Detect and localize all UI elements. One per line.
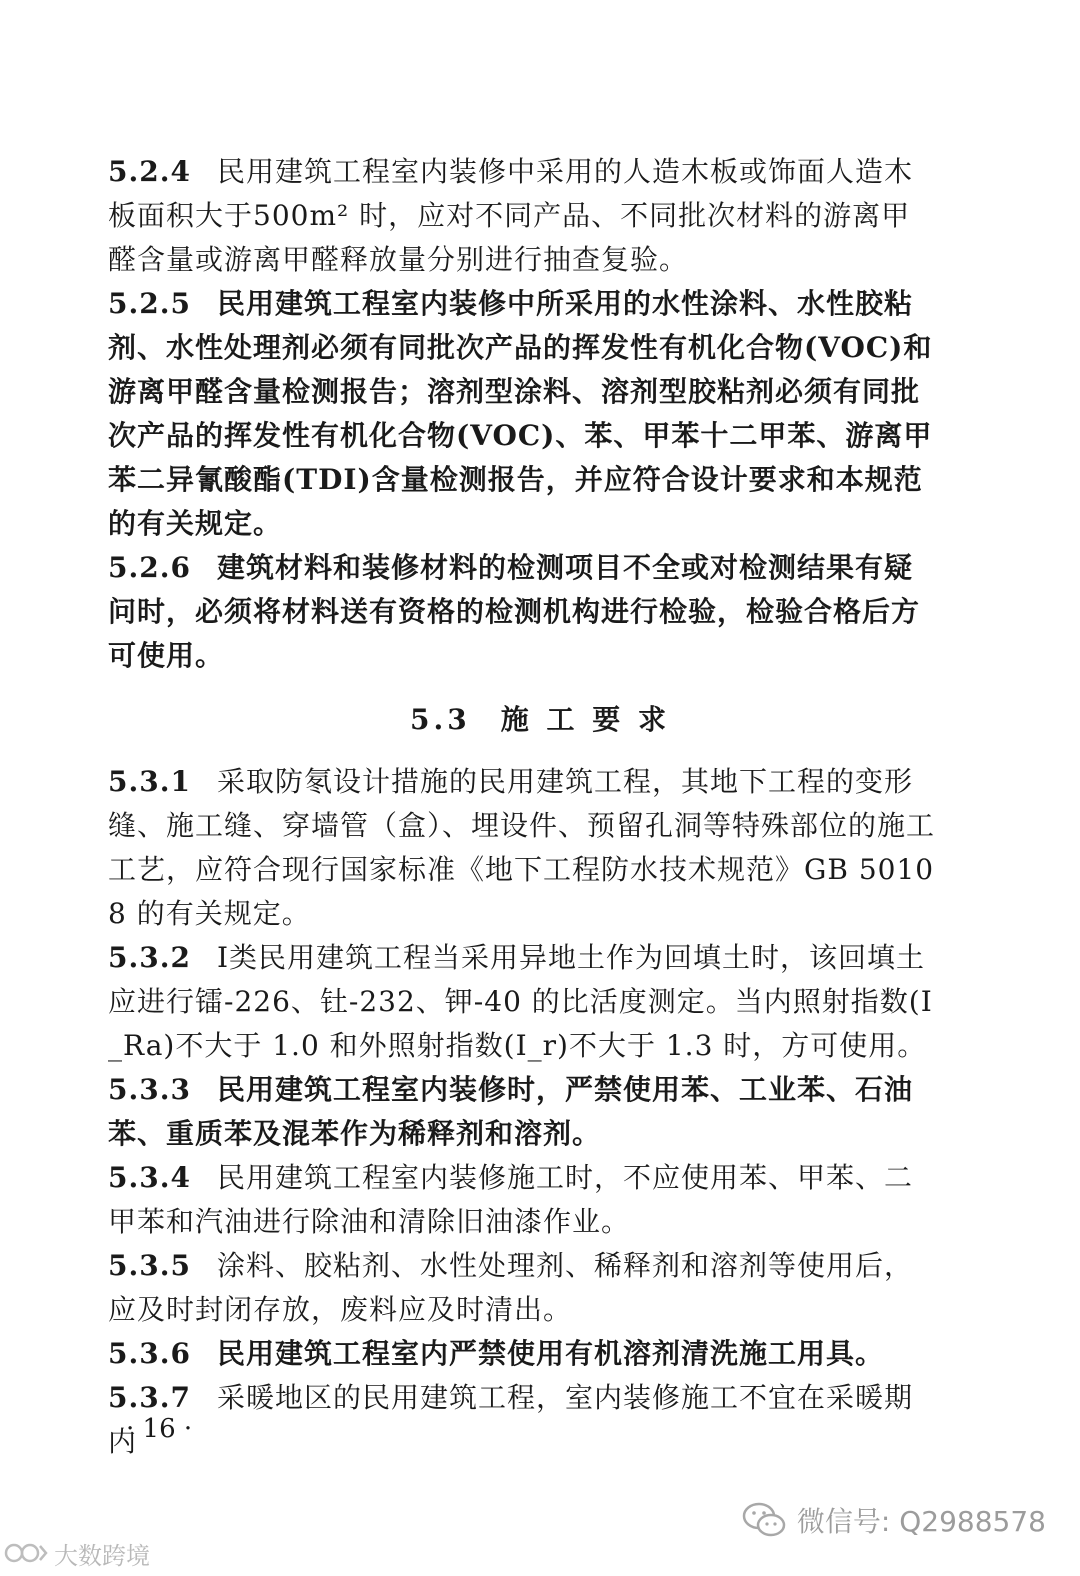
clause-5-3-1 — [108, 760, 938, 936]
clause-number: 5.3.5 — [108, 1249, 191, 1282]
section-title: 施 工 要 求 — [500, 703, 670, 736]
section-heading — [0, 698, 1080, 738]
clause-text: 民用建筑工程室内装修中所采用的水性涂料、水性胶粘剂、水性处理剂必须有同批次产品的挥发性有机化合物(VOC)和游离甲醛含量检测报告；溶剂型涂料、溶剂型胶粘剂必须有同批次产品的挥发性有机化合物(VOC)、苯、甲苯十二甲苯、游离甲苯二异氰酸酯(TDI)含量检测报告，并应符合设计要求和本规范的有关规定。 — [108, 287, 933, 540]
clause-number: 5.2.6 — [108, 551, 191, 584]
clause-5-3-7 — [108, 1376, 938, 1464]
watermark-right — [741, 1498, 1046, 1542]
clause-5-2-6 — [108, 546, 938, 678]
clause-number: 5.3.7 — [108, 1381, 191, 1414]
clause-number: 5.3.4 — [108, 1161, 191, 1194]
clauses-top — [108, 150, 938, 678]
clause-5-3-2 — [108, 936, 938, 1068]
clause-5-3-3 — [108, 1068, 938, 1156]
clause-number: 5.3.1 — [108, 765, 191, 798]
clause-number: 5.3.6 — [108, 1337, 191, 1370]
watermark-left-text: 大数跨境 — [54, 1541, 150, 1570]
clause-text: 涂料、胶粘剂、水性处理剂、稀释剂和溶剂等使用后，应及时封闭存放，废料应及时清出。 — [108, 1249, 913, 1326]
clause-text: 建筑材料和装修材料的检测项目不全或对检测结果有疑问时，必须将材料送有资格的检测机构进行检验，检验合格后方可使用。 — [108, 551, 921, 672]
clause-text: 民用建筑工程室内装修时，严禁使用苯、工业苯、石油苯、重质苯及混苯作为稀释剂和溶剂。 — [108, 1073, 913, 1150]
clause-5-3-6 — [108, 1332, 938, 1376]
section-number: 5.3 — [410, 703, 471, 736]
clause-5-3-5 — [108, 1244, 938, 1332]
clause-number: 5.3.2 — [108, 941, 191, 974]
clause-number: 5.3.3 — [108, 1073, 191, 1106]
clause-number: 5.2.4 — [108, 155, 191, 188]
clause-text: 采暖地区的民用建筑工程，室内装修施工不宜在采暖期内 — [108, 1381, 913, 1458]
watermark-right-text: 微信号: Q2988578 — [796, 1505, 1046, 1538]
clause-number: 5.2.5 — [108, 287, 191, 320]
logo-icon — [4, 1540, 48, 1566]
clause-text: 民用建筑工程室内装修施工时，不应使用苯、甲苯、二甲苯和汽油进行除油和清除旧油漆作业。 — [108, 1161, 913, 1238]
clause-text: 民用建筑工程室内装修中采用的人造木板或饰面人造木板面积大于500m² 时，应对不同产品、不同批次材料的游离甲醛含量或游离甲醛释放量分别进行抽查复验。 — [108, 155, 913, 276]
clause-5-2-4 — [108, 150, 938, 282]
clause-5-3-4 — [108, 1156, 938, 1244]
page-number: · 16 · — [126, 1414, 193, 1444]
clause-text: 采取防氡设计措施的民用建筑工程，其地下工程的变形缝、施工缝、穿墙管（盒）、埋设件、预留孔洞等特殊部位的施工工艺，应符合现行国家标准《地下工程防水技术规范》GB 50108 的有关规定。 — [108, 765, 936, 930]
wechat-icon — [741, 1501, 787, 1539]
clause-5-2-5 — [108, 282, 938, 546]
clause-text: Ⅰ类民用建筑工程当采用异地土作为回填土时，该回填土应进行镭-226、钍-232、钾-40 的比活度测定。当内照射指数(I_Ra)不大于 1.0 和外照射指数(I_r)不大于 1.3 时，方可使用。 — [108, 941, 933, 1062]
clause-text: 民用建筑工程室内严禁使用有机溶剂清洗施工用具。 — [216, 1337, 884, 1370]
watermark-left — [4, 1536, 150, 1570]
clauses-bottom — [108, 760, 938, 1464]
